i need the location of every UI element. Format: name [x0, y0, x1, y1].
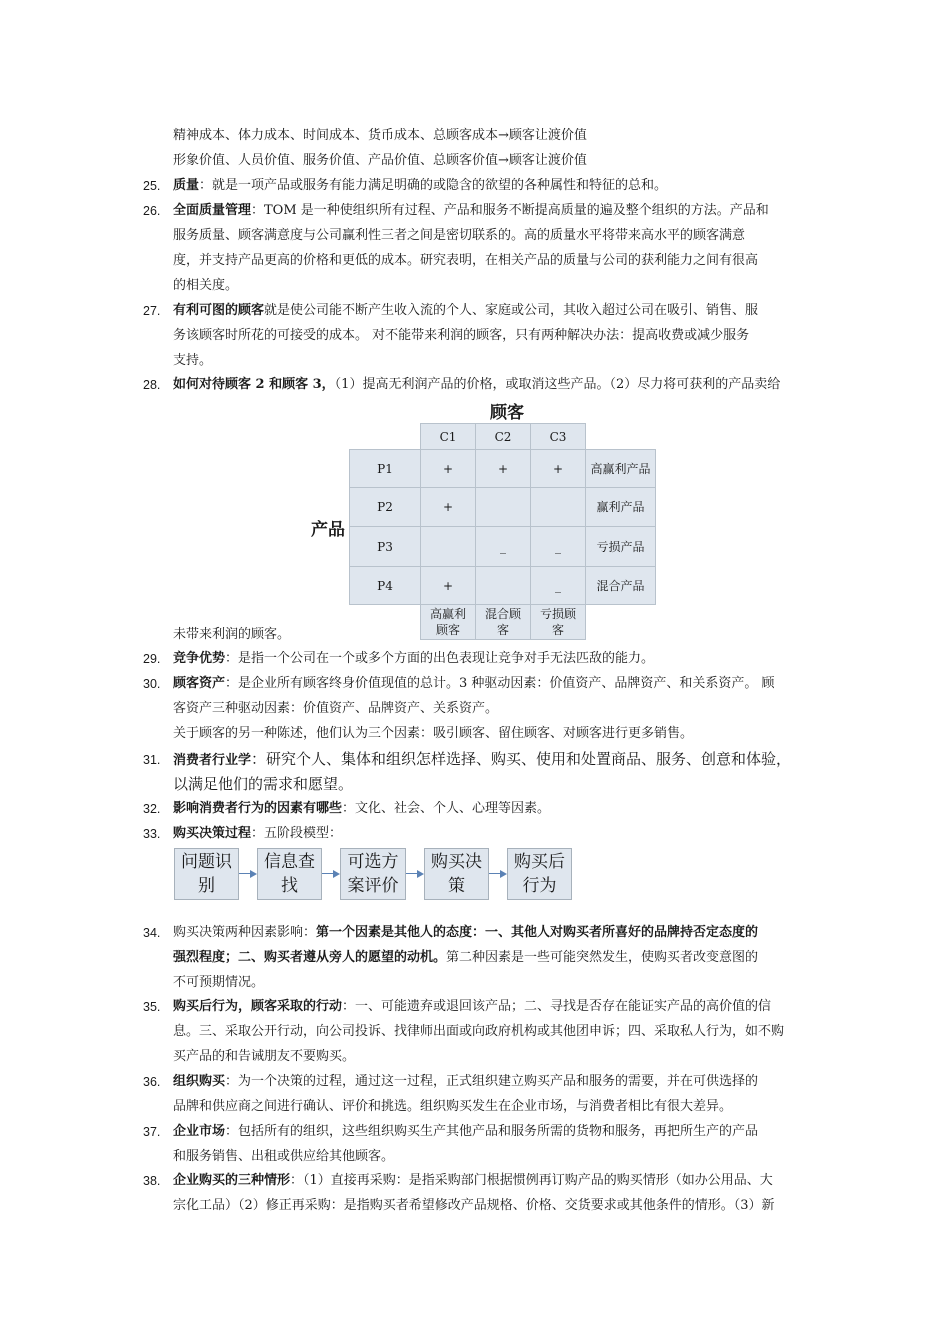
- term: 顾客资产: [173, 676, 226, 691]
- matrix-row-label: 高赢利产品: [585, 449, 656, 488]
- item-34-line-3: 不可预期情况。: [173, 975, 265, 990]
- term: 购买后行为，顾客采取的行动: [173, 999, 343, 1014]
- arrow-right-icon: [250, 870, 257, 878]
- item-31-line-2: 以满足他们的需求和愿望。: [173, 775, 354, 793]
- matrix-col-label-text: 亏损顾: [539, 607, 576, 621]
- item-number: 34.: [143, 926, 161, 940]
- term: 影响消费者行为的因素有哪些: [173, 801, 343, 816]
- matrix-cell: +: [530, 449, 586, 488]
- matrix-col-label-text: 混合顾: [484, 607, 521, 621]
- emphasis: 强烈程度；二、购买者遵从旁人的愿望的动机。: [173, 950, 447, 965]
- item-37-line-1: [173, 1122, 758, 1142]
- item-27-line-3: 支持。: [173, 353, 213, 368]
- item-36-line-2: 品牌和供应商之间进行确认、评价和挑选。组织购买发生在企业市场，与消费者相比有很大差异。: [173, 1099, 733, 1114]
- item-number: 33.: [143, 827, 161, 841]
- flow-step-text: 案评价: [347, 876, 399, 896]
- lead-text: 购买决策两种因素影响：: [173, 925, 317, 940]
- matrix-cell: +: [420, 487, 476, 527]
- matrix-row-header: P1: [349, 449, 421, 488]
- item-34-line-1: [173, 923, 758, 943]
- matrix-col-header: C3: [530, 423, 586, 450]
- definition: ：（1）直接再采购：是指采购部门根据惯例再订购产品的购买情形（如办公用品、大: [290, 1173, 773, 1188]
- matrix-col-label: [420, 604, 476, 640]
- matrix-title-customers: 顾客: [490, 403, 524, 423]
- definition: ：文化、社会、个人、心理等因素。: [342, 801, 551, 816]
- item-number: 32.: [143, 802, 161, 816]
- matrix-row-label: 亏损产品: [585, 526, 656, 567]
- term: 企业市场: [173, 1124, 226, 1139]
- item-29: [173, 649, 654, 669]
- term: 企业购买的三种情形: [173, 1173, 291, 1188]
- item-28-line-1: [173, 375, 780, 395]
- matrix-col-header: C2: [475, 423, 531, 450]
- item-30-line-3: 关于顾客的另一种陈述，他们认为三个因素：吸引顾客、留住顾客、对顾客进行更多销售。: [173, 726, 694, 741]
- matrix-cell: [530, 487, 586, 527]
- matrix-cell: _: [475, 526, 531, 567]
- item-number: 37.: [143, 1125, 161, 1139]
- flow-step-text: 信息查: [264, 852, 315, 872]
- matrix-cell: +: [420, 566, 476, 605]
- flow-step-text: 别: [198, 876, 215, 896]
- item-number: 28.: [143, 378, 161, 392]
- flow-step-text: 购买决: [431, 852, 482, 872]
- term: 竞争优势: [173, 651, 226, 666]
- matrix-col-label-text: 客: [551, 623, 564, 637]
- item-number: 36.: [143, 1075, 161, 1089]
- term: 如何对待顾客 2 和顾客 3，: [173, 377, 335, 392]
- matrix-cell: [475, 566, 531, 605]
- arrow-right-icon: [417, 870, 424, 878]
- item-27-line-1: [173, 301, 758, 321]
- item-26-line-3: 度，并支持产品更高的价格和更低的成本。研究表明，在相关产品的质量与公司的获利能力之间有很高: [173, 253, 759, 268]
- matrix-title-products: 产品: [311, 520, 345, 540]
- matrix-row-header: P2: [349, 487, 421, 527]
- matrix-row-header: P3: [349, 526, 421, 567]
- matrix-row-label: 混合产品: [585, 566, 656, 605]
- item-36-line-1: [173, 1072, 758, 1092]
- definition: ：TOM 是一种使组织所有过程、产品和服务不断提高质量的遍及整个组织的方法。产品和: [251, 203, 769, 218]
- flow-connector: [239, 873, 250, 874]
- arrow-right-icon: [333, 870, 340, 878]
- matrix-cell: _: [530, 566, 586, 605]
- item-number: 38.: [143, 1174, 161, 1188]
- matrix-col-label-text: 顾客: [435, 623, 460, 637]
- flow-step: [257, 848, 322, 900]
- item-26-line-4: 的相关度。: [173, 278, 239, 293]
- item-number: 26.: [143, 204, 161, 218]
- flow-step-text: 策: [448, 876, 465, 896]
- matrix-col-label: [475, 604, 531, 640]
- flow-connector: [489, 873, 500, 874]
- item-34-line-2: [173, 948, 758, 968]
- emphasis: 第一个因素是其他人的态度：一、其他人对购买者所喜好的品牌持否定态度的: [316, 925, 759, 940]
- matrix-col-header: C1: [420, 423, 476, 450]
- term: 有利可图的顾客: [173, 303, 265, 318]
- definition: ：一、可能遗弃或退回该产品；二、寻找是否存在能证实产品的高价值的信: [342, 999, 772, 1014]
- definition: ：研究个人、集体和组织怎样选择、购买、使用和处置商品、服务、创意和体验，: [251, 750, 792, 768]
- term: 质量: [173, 178, 200, 193]
- definition: （1）提高无利润产品的价格，或取消这些产品。（2）尽力将可获利的产品卖给: [334, 377, 781, 392]
- flow-step-text: 行为: [522, 876, 557, 896]
- item-37-line-2: 和服务销售、出租或供应给其他顾客。: [173, 1149, 395, 1164]
- item-number: 35.: [143, 1000, 161, 1014]
- definition: ：是企业所有顾客终身价值现值的总计。3 种驱动因素：价值资产、品牌资产、和关系资产。 顾: [225, 676, 775, 691]
- item-number: 25.: [143, 179, 161, 193]
- item-38-line-2: 宗化工品）（2）修正再采购：是指购买者希望修改产品规格、价格、交货要求或其他条件的情形。（3）新: [173, 1198, 775, 1213]
- matrix-row-label: 赢利产品: [585, 487, 656, 527]
- flow-step: [507, 848, 572, 900]
- flow-connector: [406, 873, 417, 874]
- item-number: 29.: [143, 652, 161, 666]
- item-number: 30.: [143, 677, 161, 691]
- definition: ：包括所有的组织，这些组织购买生产其他产品和服务所需的货物和服务，再把所生产的产品: [225, 1124, 759, 1139]
- matrix-row-header: P4: [349, 566, 421, 605]
- matrix-cell: [420, 526, 476, 567]
- flow-step-text: 可选方: [347, 852, 399, 872]
- definition: ：五阶段模型：: [251, 826, 343, 841]
- item-30-line-2: 客资产三种驱动因素：价值资产、品牌资产、关系资产。: [173, 701, 499, 716]
- item-26-line-2: 服务质量、顾客满意度与公司赢利性三者之间是密切联系的。高的质量水平将带来高水平的顾客满意: [173, 228, 746, 243]
- matrix-col-label-text: 高赢利: [429, 607, 466, 621]
- item-27-line-2: 务该顾客时所花的可接受的成本。 对不能带来利润的顾客，只有两种解决办法：提高收费或减少服务: [173, 328, 750, 343]
- item-28-line-2: 未带来利润的顾客。: [173, 627, 291, 642]
- matrix-cell: _: [530, 526, 586, 567]
- definition: ：是指一个公司在一个或多个方面的出色表现让竞争对手无法匹敌的能力。: [225, 651, 655, 666]
- flow-step-text: 找: [281, 876, 298, 896]
- item-26-line-1: [173, 201, 769, 221]
- item-35-line-3: 买产品的和告诫朋友不要购买。: [173, 1049, 356, 1064]
- item-30-line-1: [173, 674, 775, 694]
- flow-step: [174, 848, 239, 900]
- matrix-cell: +: [420, 449, 476, 488]
- definition: 第二种因素是一些可能突然发生，使购买者改变意图的: [446, 950, 759, 965]
- matrix-col-label: [530, 604, 586, 640]
- item-35-line-2: 息。三、采取公开行动，向公司投诉、找律师出面或向政府机构或其他团申诉；四、采取私人行为，如不购: [173, 1024, 785, 1039]
- item-31-line-1: [173, 749, 791, 771]
- definition: ：就是一项产品或服务有能力满足明确的或隐含的欲望的各种属性和特征的总和。: [199, 178, 668, 193]
- item-number: 31.: [143, 753, 161, 767]
- item-38-line-1: [173, 1171, 773, 1191]
- flow-step: [340, 848, 406, 900]
- term: 购买决策过程: [173, 826, 252, 841]
- item-33: [173, 824, 342, 844]
- item-35-line-1: [173, 997, 771, 1017]
- matrix-col-label-text: 客: [496, 623, 509, 637]
- term: 组织购买: [173, 1074, 226, 1089]
- flow-step-text: 问题识: [181, 852, 232, 872]
- intro-line-2: 形象价值、人员价值、服务价值、产品价值、总顾客价值→顾客让渡价值: [173, 153, 587, 168]
- flow-connector: [322, 873, 333, 874]
- matrix-cell: +: [475, 449, 531, 488]
- item-25: [173, 176, 667, 196]
- arrow-right-icon: [500, 870, 507, 878]
- definition: ：为一个决策的过程，通过这一过程，正式组织建立购买产品和服务的需要，并在可供选择的: [225, 1074, 759, 1089]
- intro-line-1: 精神成本、体力成本、时间成本、货币成本、总顾客成本→顾客让渡价值: [173, 128, 587, 143]
- item-32: [173, 799, 550, 819]
- term: 全面质量管理: [173, 203, 252, 218]
- definition: 就是使公司能不断产生收入流的个人、家庭或公司，其收入超过公司在吸引、销售、服: [264, 303, 759, 318]
- item-number: 27.: [143, 304, 161, 318]
- term: 消费者行业学: [173, 753, 252, 768]
- flow-step-text: 购买后: [514, 852, 565, 872]
- flow-step: [424, 848, 489, 900]
- matrix-cell: [475, 487, 531, 527]
